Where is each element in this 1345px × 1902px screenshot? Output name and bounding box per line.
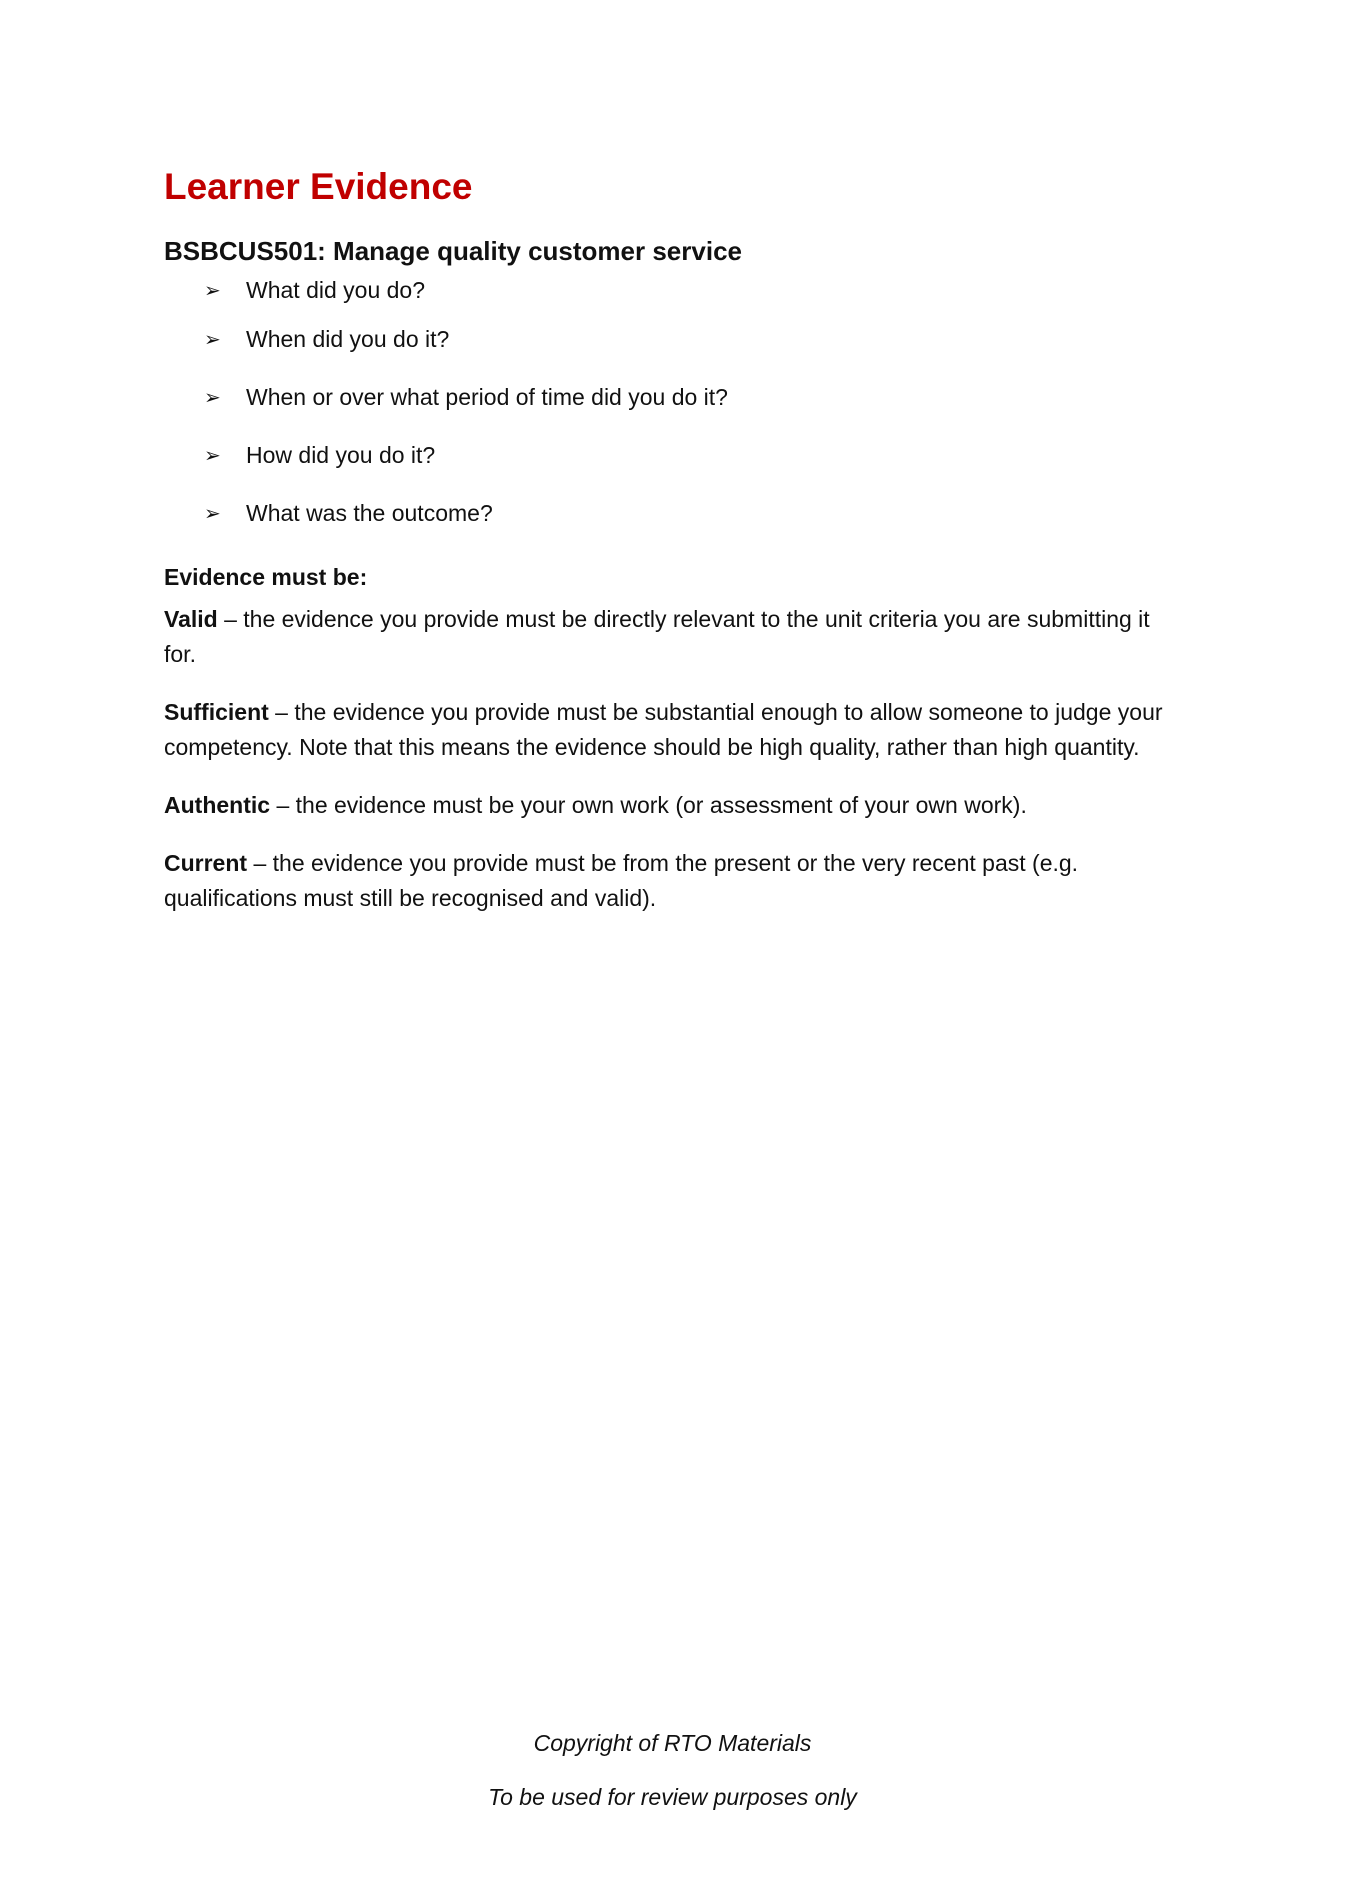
- criterion-term: Authentic: [164, 792, 271, 818]
- criterion-description: – the evidence you provide must be substantial enough to allow someone to judge your competency. Note that this means the evidence should be high quality, rather than high quantity.: [164, 699, 1163, 760]
- criterion-description: – the evidence must be your own work (or assessment of your own work).: [270, 792, 1027, 818]
- question-text: When or over what period of time did you do it?: [246, 384, 728, 410]
- arrow-bullet-icon: ➢: [204, 444, 221, 467]
- criterion-authentic: [164, 788, 1184, 823]
- evidence-heading: Evidence must be:: [164, 564, 368, 590]
- question-text: How did you do it?: [246, 442, 436, 468]
- arrow-bullet-icon: ➢: [204, 279, 221, 302]
- criterion-description: – the evidence you provide must be from the present or the very recent past (e.g. qualifications must still be recognised and valid).: [164, 850, 1079, 911]
- question-text: What was the outcome?: [246, 500, 493, 526]
- arrow-bullet-icon: ➢: [204, 328, 221, 351]
- criterion-current: [164, 846, 1184, 916]
- page-content: [164, 164, 1184, 916]
- list-item: [164, 426, 1184, 484]
- list-item: [164, 310, 1184, 368]
- arrow-bullet-icon: ➢: [204, 386, 221, 409]
- list-item: [164, 368, 1184, 426]
- arrow-bullet-icon: ➢: [204, 502, 221, 525]
- criterion-term: Sufficient: [164, 699, 269, 725]
- criterion-valid: [164, 602, 1184, 672]
- criterion-term: Current: [164, 850, 248, 876]
- footer-review-notice: To be used for review purposes only: [488, 1784, 857, 1810]
- footer-copyright: Copyright of RTO Materials: [533, 1730, 812, 1756]
- criterion-term: Valid: [164, 606, 218, 632]
- question-text: When did you do it?: [246, 326, 450, 352]
- criterion-description: – the evidence you provide must be directly relevant to the unit criteria you are submitting it for.: [164, 606, 1150, 667]
- page-title: Learner Evidence: [164, 166, 473, 207]
- criterion-sufficient: [164, 695, 1184, 765]
- question-list: [164, 270, 1184, 542]
- question-text: What did you do?: [246, 277, 426, 303]
- list-item: [164, 270, 1184, 310]
- list-item: [164, 484, 1184, 542]
- unit-subtitle: BSBCUS501: Manage quality customer service: [164, 236, 742, 266]
